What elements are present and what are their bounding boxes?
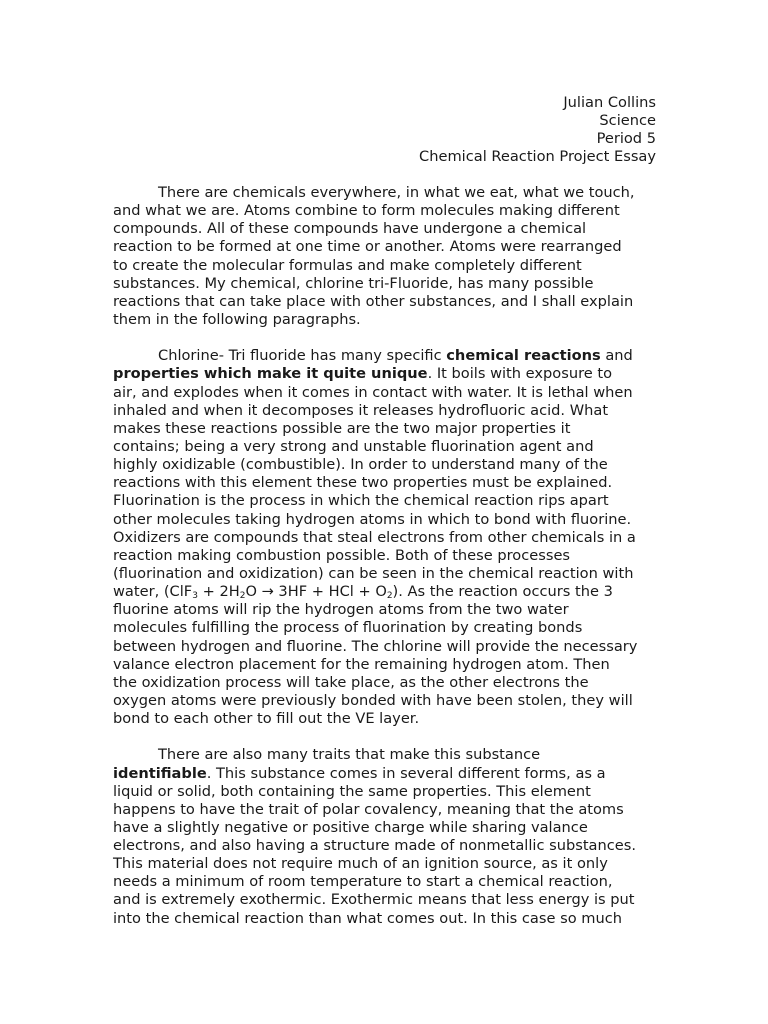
text-line: makes these reactions possible are the two major properties it	[113, 419, 571, 437]
paragraph-gap	[113, 329, 658, 347]
text-line: reactions with this element these two properties must be explained.	[113, 474, 613, 492]
text-line: This material does not require much of an ignition source, as it only	[113, 855, 608, 873]
bold-phrase: chemical reactions	[446, 347, 601, 365]
text-line: fluorine atoms will rip the hydrogen atoms from the two water	[113, 601, 569, 619]
text-line: air, and explodes when it comes in contact with water. It is lethal when	[113, 383, 633, 401]
text-line: the oxidization process will take place, as the other electrons the	[113, 673, 589, 691]
paragraph-3	[113, 746, 658, 927]
text-line: needs a minimum of room temperature to start a chemical reaction,	[113, 873, 613, 891]
essay-body	[113, 184, 658, 928]
text-line: reactions that can take place with other substances, and I shall explain	[113, 292, 634, 310]
text-line: electrons, and also having a structure made of nonmetallic substances.	[113, 837, 636, 855]
subject-line: Science	[599, 112, 656, 130]
text-line: (fluorination and oxidization) can be seen in the chemical reaction with	[113, 564, 634, 582]
paragraph-2	[113, 347, 658, 728]
text-line: There are chemicals everywhere, in what we eat, what we touch,	[158, 184, 635, 201]
text-line: valance electron placement for the remaining hydrogen atom. Then	[113, 655, 610, 673]
text-line: them in the following paragraphs.	[113, 310, 361, 328]
text-line: other molecules taking hydrogen atoms in which to bond with fluorine.	[113, 510, 632, 528]
text-line: happens to have the trait of polar covalency, meaning that the atoms	[113, 800, 624, 818]
text-line: inhaled and when it decomposes it releases hydrofluoric acid. What	[113, 401, 609, 419]
text-line: Oxidizers are compounds that steal electrons from other chemicals in a	[113, 528, 636, 546]
text-line: and what we are. Atoms combine to form molecules making different	[113, 202, 620, 220]
text-line: into the chemical reaction than what comes out. In this case so much	[113, 909, 622, 927]
text-line: reaction making combustion possible. Both of these processes	[113, 546, 571, 564]
text-line: liquid or solid, both containing the same properties. This element	[113, 782, 591, 800]
text-line: properties which make it quite unique. It boils with exposure to	[113, 365, 613, 383]
author-name: Julian Collins	[563, 94, 656, 111]
paragraph-1	[113, 184, 658, 329]
text-line: reaction to be formed at one time or another. Atoms were rearranged	[113, 238, 622, 256]
text-line: Chlorine- Tri fluoride has many specific chemical reactions and	[158, 347, 633, 365]
period-line: Period 5	[596, 130, 656, 148]
text-line: molecules fulfilling the process of fluorination by creating bonds	[113, 619, 583, 637]
text-line: compounds. All of these compounds have undergone a chemical	[113, 220, 587, 238]
text-line: between hydrogen and fluorine. The chlorine will provide the necessary	[113, 637, 638, 655]
text-line: There are also many traits that make this substance	[158, 746, 541, 764]
essay-header	[419, 94, 656, 166]
text-line: have a slightly negative or positive charge while sharing valance	[113, 818, 588, 836]
text-line: substances. My chemical, chlorine tri-Fluoride, has many possible	[113, 274, 594, 292]
assignment-title: Chemical Reaction Project Essay	[419, 148, 656, 166]
text-line: identifiable. This substance comes in several different forms, as a	[113, 764, 606, 782]
text-line: Fluorination is the process in which the chemical reaction rips apart	[113, 492, 609, 510]
bold-phrase: properties which make it quite unique	[113, 365, 428, 383]
text-line: and is extremely exothermic. Exothermic means that less energy is put	[113, 891, 635, 909]
text-line: bond to each other to fill out the VE layer.	[113, 710, 420, 728]
equation-line: water, ($ClF_3 + 2H_2O \to 3HF$ + HCl + $O_2$). As the reaction occurs the 3	[113, 583, 613, 602]
paragraph-gap	[113, 728, 658, 746]
text-line: to create the molecular formulas and make completely different	[113, 256, 582, 274]
text-line: contains; being a very strong and unstable fluorination agent and	[113, 437, 594, 455]
bold-phrase: identifiable	[113, 764, 207, 782]
text-line: oxygen atoms were previously bonded with have been stolen, they will	[113, 691, 633, 709]
text-line: highly oxidizable (combustible). In order to understand many of the	[113, 456, 608, 474]
